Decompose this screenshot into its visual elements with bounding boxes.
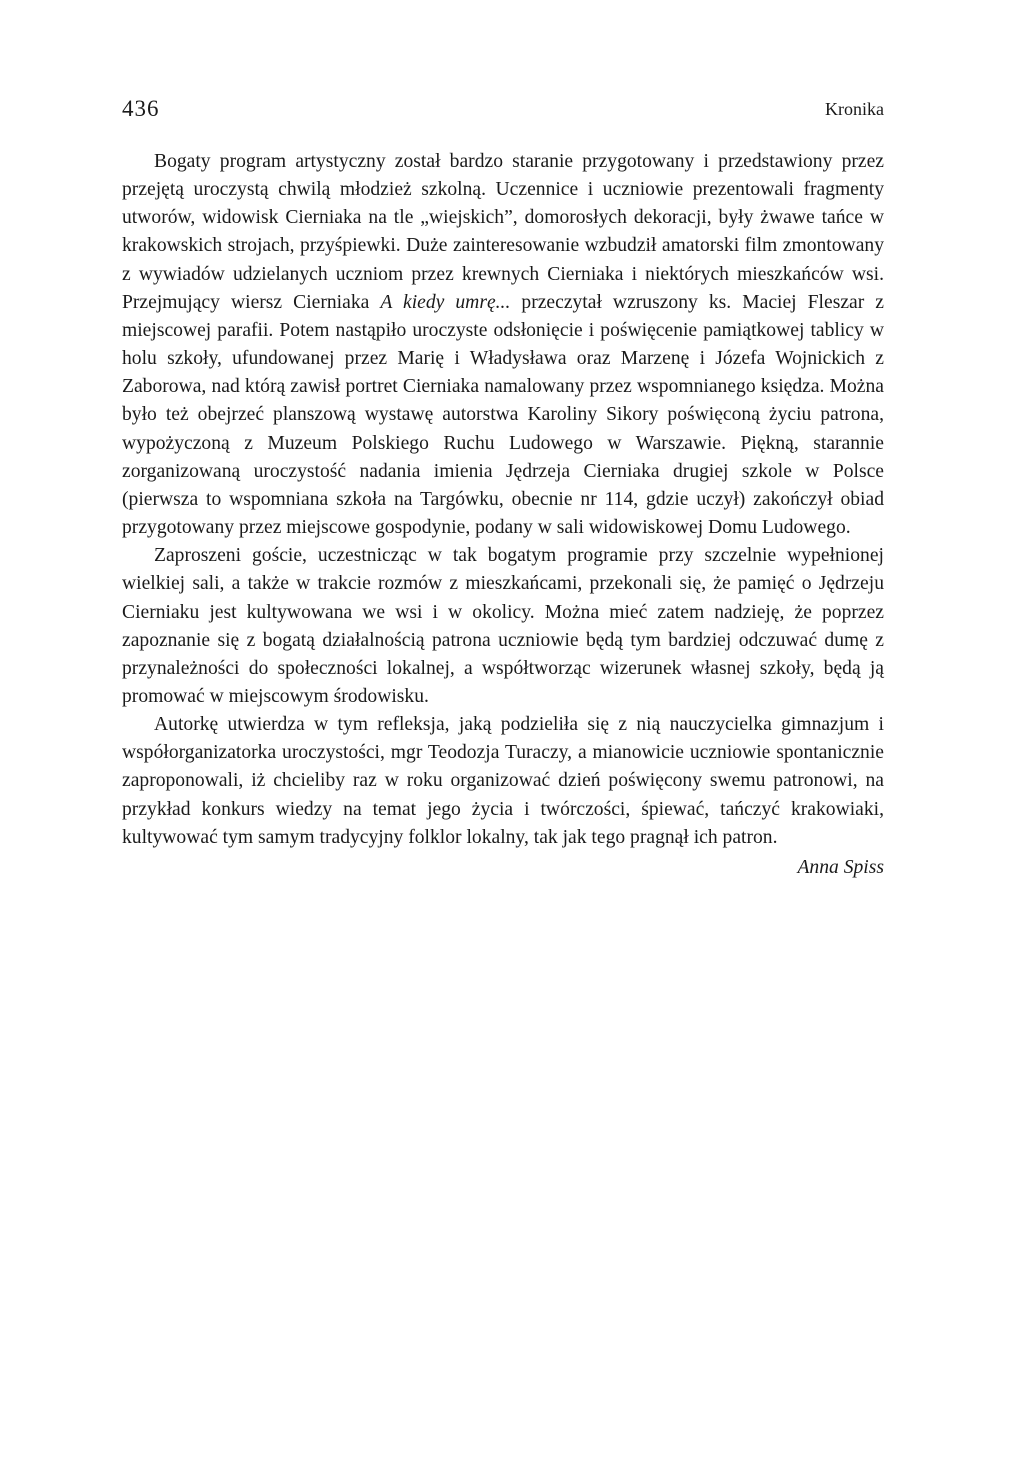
paragraph-2: Zaproszeni goście, uczestnicząc w tak bogatym programie przy szczelnie wypełnionej wielkiej sali, a także w trakcie rozmów z mieszkańcami, przekonali się, że pamięć o Jędrzeju Cierniaku jest kultywowana we wsi i w okolicy. Można mieć zatem nadzieję, że poprzez zapoznanie się z bogatą działalnością patrona uczniowie będą tym bardziej odczuwać dumę z przynależności do społeczności lokalnej, a współtworząc wizerunek własnej szkoły, będą ją promować w miejscowym środowisku. (122, 545, 884, 707)
paragraph-3: Autorkę utwierdza w tym refleksja, jaką podzieliła się z nią nauczycielka gimnazjum i współorganizatorka uroczystości, mgr Teodozja Turaczy, a mianowicie uczniowie spontanicznie zaproponowali, iż chcieliby raz w roku organizować dzień poświęcony swemu patronowi, na przykład konkurs wiedzy na temat jego życia i twórczości, śpiewać, tańczyć krakowiaki, kultywować tym samym tradycyjny folklor lokalny, tak jak tego pragnął ich patron. (122, 714, 884, 848)
paragraph-1-text-after: przeczytał wzruszony ks. Maciej Fleszar z miejscowej parafii. Potem nastąpiło uroczyste odsłonięcie i poświęcenie pamiątkowej tablicy w holu szkoły, ufundowanej przez Marię i Władysława oraz Marzenę i Józefa Wojnickich z Zaborowa, nad którą zawisł portret Cierniaka namalowany przez wspomnianego księdza. Można było też obejrzeć planszową wystawę autorstwa Karoliny Sikory poświęconą życiu patrona, wypożyczoną z Muzeum Polskiego Ruchu Ludowego w Warszawie. Piękną, starannie zorganizowaną uroczystość nadania imienia Jędrzeja Cierniaka drugiej szkole w Polsce (pierwsza to wspomniana szkoła na Targówku, obecnie nr 114, gdzie uczył) zakończył obiad przygotowany przez miejscowe gospodynie, podany w sali widowiskowej Domu Ludowego. (122, 291, 884, 539)
page-number: 436 (122, 96, 160, 121)
paragraph-1 (122, 148, 884, 542)
poem-title: A kiedy umrę... (380, 291, 511, 313)
paragraph-1-text-before: Bogaty program artystyczny został bardzo staranie przygotowany i przedstawiony przez przejętą uroczystą chwilą młodzież szkolną. Uczennice i uczniowie prezentowali fragmenty utworów, widowisk Cierniaka na tle „wiejskich”, domorosłych dekoracji, były żwawe tańce w krakowskich strojach, przyśpiewki. Duże zainteresowanie wzbudził amatorski film zmontowany z wywiadów udzielanych uczniom przez krewnych Cierniaka i niektórych mieszkańców wsi. Przejmujący wiersz Cierniaka (122, 151, 884, 313)
article-body (122, 148, 884, 882)
running-header: Kronika (825, 99, 884, 119)
author-signature: Anna Spiss (797, 856, 884, 878)
